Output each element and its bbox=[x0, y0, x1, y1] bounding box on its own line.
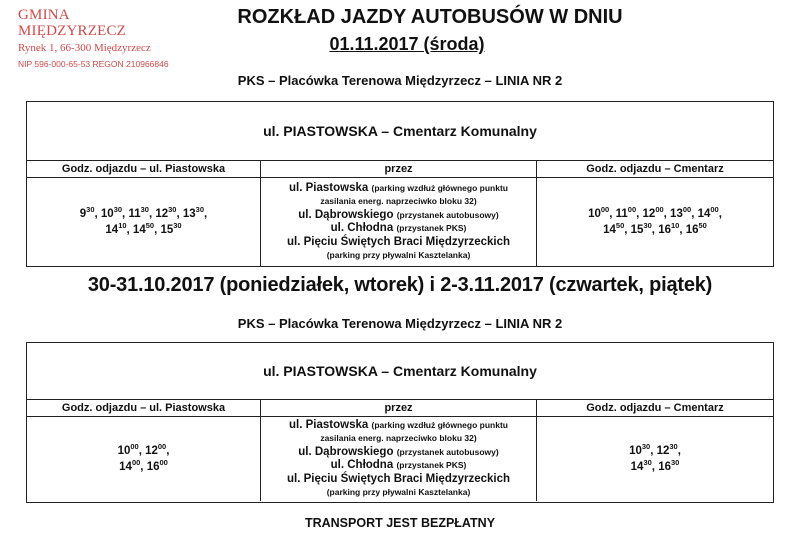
header-cemetery: Godz. odjazdu – Cmentarz bbox=[586, 402, 724, 414]
times-line: $10^{00}$, $12^{00}$, bbox=[117, 442, 170, 457]
times-line: $10^{30}$, $12^{30}$, bbox=[629, 442, 681, 457]
times-line: $10^{00}$, $11^{00}$, $12^{00}$, $13^{00}$, $14^{00}$, bbox=[588, 205, 722, 220]
departure-time: $14^{00}$ bbox=[697, 205, 719, 220]
times-line: $14^{50}$, $15^{30}$, $16^{10}$, $16^{50}$ bbox=[603, 221, 707, 236]
via-stops bbox=[261, 417, 537, 501]
via-stop-line bbox=[289, 419, 508, 433]
via-stop-line bbox=[327, 486, 471, 500]
via-stop-line bbox=[320, 432, 476, 446]
departure-time: $12^{30}$ bbox=[155, 205, 177, 220]
departures-cemetery bbox=[537, 417, 773, 501]
header-piastowska: Godz. odjazdu – ul. Piastowska bbox=[27, 161, 261, 177]
date-heading-2: 30-31.10.2017 (poniedziałek, wtorek) i 2-3.11.2017 (czwartek, piątek) bbox=[87, 274, 713, 296]
via-street: ul. Chłodna bbox=[330, 222, 394, 234]
departure-time: $11^{30}$ bbox=[128, 205, 149, 220]
page-title: ROZKŁAD JAZDY AUTOBUSÓW W DNIU bbox=[237, 6, 623, 28]
route-title: ul. PIASTOWSKA – Cmentarz Komunalny bbox=[27, 102, 773, 161]
schedule-table-1 bbox=[26, 101, 774, 267]
via-street: ul. Pięciu Świętych Braci Międzyrzeckich bbox=[286, 235, 511, 248]
table-header-row bbox=[27, 400, 773, 417]
departure-time: $14^{30}$ bbox=[630, 458, 652, 473]
departure-time: $12^{30}$ bbox=[656, 442, 678, 457]
departure-time: $12^{00}$ bbox=[642, 205, 664, 220]
date-heading-1 bbox=[14, 34, 800, 55]
header-via: przez bbox=[261, 400, 537, 416]
via-note: (parking wzdłuż głównego punktu bbox=[371, 182, 508, 193]
via-street: ul. Chłodna bbox=[330, 459, 394, 471]
free-transport-note: TRANSPORT JEST BEZPŁATNY bbox=[304, 516, 496, 530]
header-cemetery: Godz. odjazdu – Cmentarz bbox=[586, 163, 724, 175]
header-via: przez bbox=[261, 161, 537, 177]
stamp-line-ids: NIP 596-000-65-53 REGON 210966846 bbox=[18, 59, 169, 70]
departures-piastowska bbox=[27, 417, 261, 501]
departure-time: $11^{00}$ bbox=[615, 205, 637, 220]
departure-time: $16^{10}$ bbox=[658, 221, 680, 236]
via-note: (parking przy pływalni Kasztelanka) bbox=[326, 487, 471, 497]
via-note: (przystanek PKS) bbox=[396, 223, 467, 233]
via-stop-line bbox=[287, 473, 510, 487]
departure-time: $9^{30}$ bbox=[79, 205, 95, 220]
times-line: $14^{00}$, $16^{00}$ bbox=[119, 458, 168, 473]
via-stop-line bbox=[298, 209, 498, 223]
table-body-row bbox=[27, 178, 773, 266]
schedule-table-2 bbox=[26, 342, 774, 503]
via-stop-line bbox=[298, 446, 498, 460]
via-note: (parking wzdłuż głównego punktu bbox=[371, 419, 508, 430]
date-heading-1-text: 01.11.2017 (środa) bbox=[329, 34, 485, 54]
via-stop-line bbox=[287, 236, 510, 250]
departure-time: $16^{50}$ bbox=[685, 221, 707, 236]
header-piastowska: Godz. odjazdu – ul. Piastowska bbox=[27, 400, 261, 416]
times-line: $14^{10}$, $14^{50}$, $15^{30}$ bbox=[105, 221, 182, 236]
via-street: ul. Dąbrowskiego bbox=[298, 208, 394, 221]
table-body-row bbox=[27, 417, 773, 501]
departure-time: $14^{50}$ bbox=[132, 221, 155, 236]
via-note: (przystanek autobusowy) bbox=[396, 446, 499, 457]
departures-piastowska bbox=[27, 178, 261, 266]
via-stop-line bbox=[327, 249, 471, 263]
departure-time: $15^{30}$ bbox=[630, 221, 652, 236]
stamp-line-name: GMINA MIĘDZYRZECZ bbox=[18, 7, 127, 39]
times-line: $9^{30}$, $10^{30}$, $11^{30}$, $12^{30}$, $13^{30}$, bbox=[79, 205, 208, 220]
departure-time: $12^{00}$ bbox=[145, 442, 167, 457]
departures-cemetery bbox=[537, 178, 773, 266]
departure-time: $15^{30}$ bbox=[160, 221, 182, 236]
table-header-row bbox=[27, 161, 773, 178]
route-title: ul. PIASTOWSKA – Cmentarz Komunalny bbox=[27, 343, 773, 400]
departure-time: $10^{00}$ bbox=[588, 205, 610, 220]
via-street: ul. Piastowska bbox=[289, 181, 369, 194]
via-street: ul. Pięciu Świętych Braci Międzyrzeckich bbox=[286, 472, 511, 485]
departure-time: $14^{50}$ bbox=[603, 221, 625, 236]
departure-time: $16^{30}$ bbox=[658, 458, 680, 473]
via-street: ul. Dąbrowskiego bbox=[298, 445, 394, 458]
via-stop-line bbox=[331, 222, 467, 236]
via-stop-line bbox=[320, 195, 476, 209]
departure-time: $13^{00}$ bbox=[670, 205, 692, 220]
carrier-line-1: PKS – Placówka Terenowa Międzyrzecz – LINIA NR 2 bbox=[237, 73, 563, 88]
departure-time: $10^{30}$ bbox=[629, 442, 651, 457]
departure-time: $16^{00}$ bbox=[146, 458, 168, 473]
via-note: (przystanek autobusowy) bbox=[396, 209, 499, 220]
via-note: zasilania energ. naprzeciwko bloku 32) bbox=[320, 196, 477, 206]
departure-time: $14^{10}$ bbox=[105, 221, 127, 236]
times-line: $14^{30}$, $16^{30}$ bbox=[630, 458, 680, 473]
via-stops bbox=[261, 178, 537, 266]
departure-time: $10^{00}$ bbox=[117, 442, 139, 457]
via-street: ul. Piastowska bbox=[289, 418, 369, 431]
via-stop-line bbox=[289, 182, 508, 196]
departure-time: $10^{30}$ bbox=[100, 205, 123, 220]
carrier-line-2: PKS – Placówka Terenowa Międzyrzecz – LINIA NR 2 bbox=[237, 316, 563, 331]
via-note: (przystanek PKS) bbox=[396, 460, 467, 470]
via-note: zasilania energ. naprzeciwko bloku 32) bbox=[320, 433, 477, 443]
via-stop-line bbox=[331, 459, 467, 473]
stamp-line-address: Rynek 1, 66-300 Międzyrzecz bbox=[18, 41, 151, 54]
departure-time: $14^{00}$ bbox=[119, 458, 141, 473]
via-note: (parking przy pływalni Kasztelanka) bbox=[326, 250, 471, 260]
departure-time: $13^{30}$ bbox=[182, 205, 205, 220]
